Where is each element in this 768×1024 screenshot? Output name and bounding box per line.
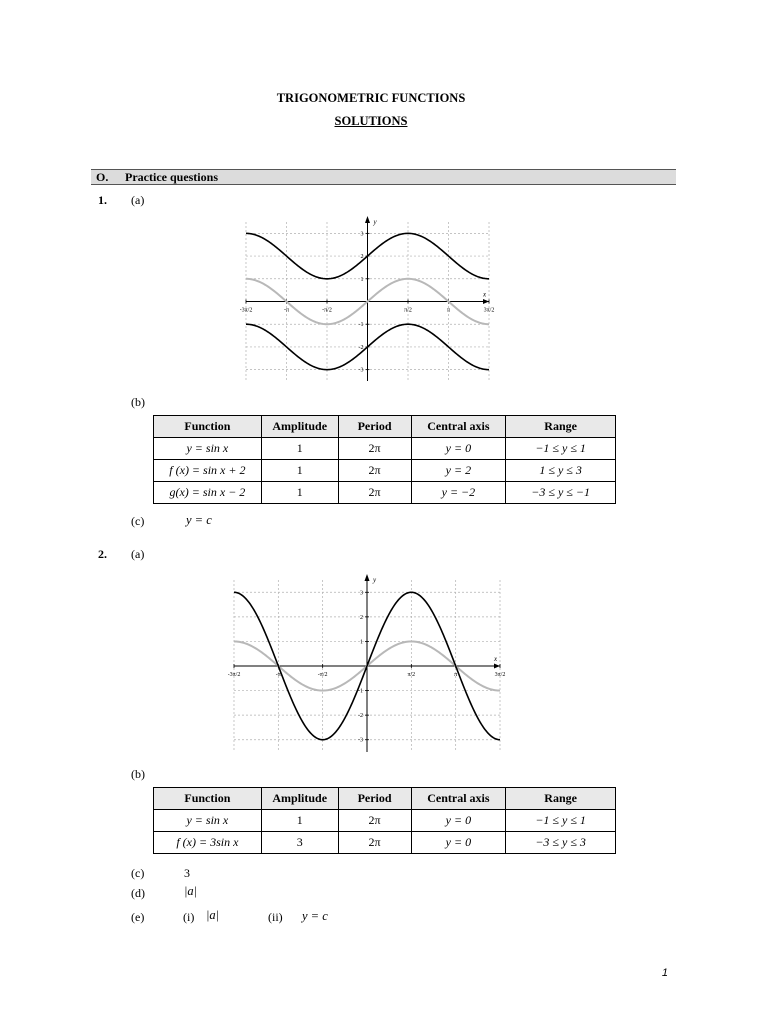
table-cell: y = 0	[411, 832, 506, 854]
table-header-cell: Central axis	[411, 416, 506, 438]
table-header-cell: Amplitude	[261, 416, 338, 438]
y-axis-label: y	[373, 218, 377, 226]
q2-answer-d: |a|	[184, 884, 198, 898]
x-axis-arrow	[483, 299, 489, 304]
y-tick-label: -2	[358, 713, 363, 720]
table-header-cell: Range	[506, 788, 616, 810]
table-row	[154, 832, 616, 854]
x-tick-label: π/2	[407, 672, 416, 678]
x-tick-label: -3π/2	[240, 307, 253, 314]
table-header-row	[154, 416, 616, 438]
q2-part-a-label: (a)	[131, 547, 145, 561]
x-tick-label: 3π/2	[494, 672, 506, 678]
x-axis-arrow	[494, 664, 500, 669]
table-header-cell: Function	[154, 416, 262, 438]
y-axis-arrow	[365, 216, 370, 223]
y-axis-label: y	[373, 576, 377, 584]
table-cell: 2π	[338, 460, 411, 482]
section-header	[91, 169, 676, 185]
page-number: 1	[661, 967, 668, 979]
table-header-cell: Function	[154, 788, 262, 810]
q2-answer-c: 3	[184, 866, 190, 880]
y-tick-label: -2	[358, 344, 364, 351]
table-cell: f (x) = 3sin x	[154, 832, 262, 854]
table-row	[154, 810, 616, 832]
table-header-cell: Period	[338, 416, 411, 438]
q1-part-b-label: (b)	[131, 395, 145, 409]
q1-sine-graph	[240, 214, 495, 389]
x-tick-label: π/2	[404, 307, 412, 314]
x-tick-label: 3π/2	[483, 307, 495, 314]
x-tick-label: π	[446, 307, 451, 314]
q2-part-e-ii-label: (ii)	[268, 910, 283, 924]
table-header-cell: Range	[506, 416, 616, 438]
q2-part-e-label: (e)	[131, 910, 145, 924]
section-code: O.	[96, 170, 109, 184]
y-tick-label: 3	[360, 231, 364, 238]
y-tick-label: -3	[358, 737, 363, 744]
table-cell: y = 0	[411, 810, 506, 832]
table-cell: y = 2	[411, 460, 506, 482]
y-tick-label: 1	[360, 276, 364, 283]
table-cell: 1 ≤ y ≤ 3	[506, 460, 616, 482]
q2-function-table	[153, 787, 616, 854]
x-tick-label: -π/2	[322, 307, 332, 314]
table-cell: −1 ≤ y ≤ 1	[506, 438, 616, 460]
table-cell: y = −2	[411, 482, 506, 504]
y-tick-label: -3	[358, 367, 364, 374]
table-row	[154, 438, 616, 460]
table-cell: −1 ≤ y ≤ 1	[506, 810, 616, 832]
table-row	[154, 460, 616, 482]
table-cell: g(x) = sin x − 2	[154, 482, 262, 504]
table-cell: 2π	[338, 832, 411, 854]
y-tick-label: 3	[360, 590, 363, 597]
table-cell: 1	[261, 482, 338, 504]
table-header-cell: Central axis	[411, 788, 506, 810]
q1-function-table	[153, 415, 616, 504]
table-cell: −3 ≤ y ≤ 3	[506, 832, 616, 854]
table-cell: 1	[261, 438, 338, 460]
y-tick-label: -1	[358, 322, 364, 329]
x-axis-label: x	[483, 290, 487, 299]
q2-sine-graph	[228, 572, 506, 760]
document-title: TRIGONOMETRIC FUNCTIONS	[276, 91, 466, 105]
table-cell: 2π	[338, 438, 411, 460]
x-axis-label: x	[494, 655, 498, 663]
q2-part-b-label: (b)	[131, 767, 145, 781]
y-tick-label: 2	[360, 254, 364, 261]
table-cell: f (x) = sin x + 2	[154, 460, 262, 482]
q2-part-d-label: (d)	[131, 886, 145, 900]
table-header-row	[154, 788, 616, 810]
question-2-number: 2.	[98, 547, 107, 561]
table-cell: 2π	[338, 482, 411, 504]
table-row	[154, 482, 616, 504]
x-tick-label: -3π/2	[228, 672, 241, 678]
question-1-number: 1.	[98, 193, 107, 207]
x-tick-label: -π/2	[317, 672, 328, 678]
x-tick-label: π	[454, 672, 458, 678]
table-cell: 1	[261, 460, 338, 482]
document-subtitle: SOLUTIONS	[334, 114, 408, 128]
q1-part-c-label: (c)	[131, 514, 145, 528]
section-title: Practice questions	[125, 170, 218, 184]
table-cell: 1	[261, 810, 338, 832]
q1-answer-c: y = c	[186, 513, 212, 527]
table-cell: 2π	[338, 810, 411, 832]
table-cell: y = sin x	[154, 438, 262, 460]
table-header-cell: Period	[338, 788, 411, 810]
table-cell: y = 0	[411, 438, 506, 460]
y-axis-arrow	[365, 574, 370, 581]
y-tick-label: 1	[360, 639, 363, 646]
q2-part-e-i-label: (i)	[183, 910, 195, 924]
x-tick-label: -π	[283, 307, 290, 314]
y-tick-label: -1	[358, 688, 363, 695]
y-tick-label: 2	[360, 614, 363, 621]
q2-answer-e-i: |a|	[206, 908, 220, 922]
table-cell: 3	[261, 832, 338, 854]
table-header-cell: Amplitude	[261, 788, 338, 810]
q1-part-a-label: (a)	[131, 193, 145, 207]
table-cell: y = sin x	[154, 810, 262, 832]
x-tick-label: -π	[275, 672, 281, 678]
q2-part-c-label: (c)	[131, 866, 145, 880]
q2-answer-e-ii: y = c	[302, 909, 328, 923]
table-cell: −3 ≤ y ≤ −1	[506, 482, 616, 504]
